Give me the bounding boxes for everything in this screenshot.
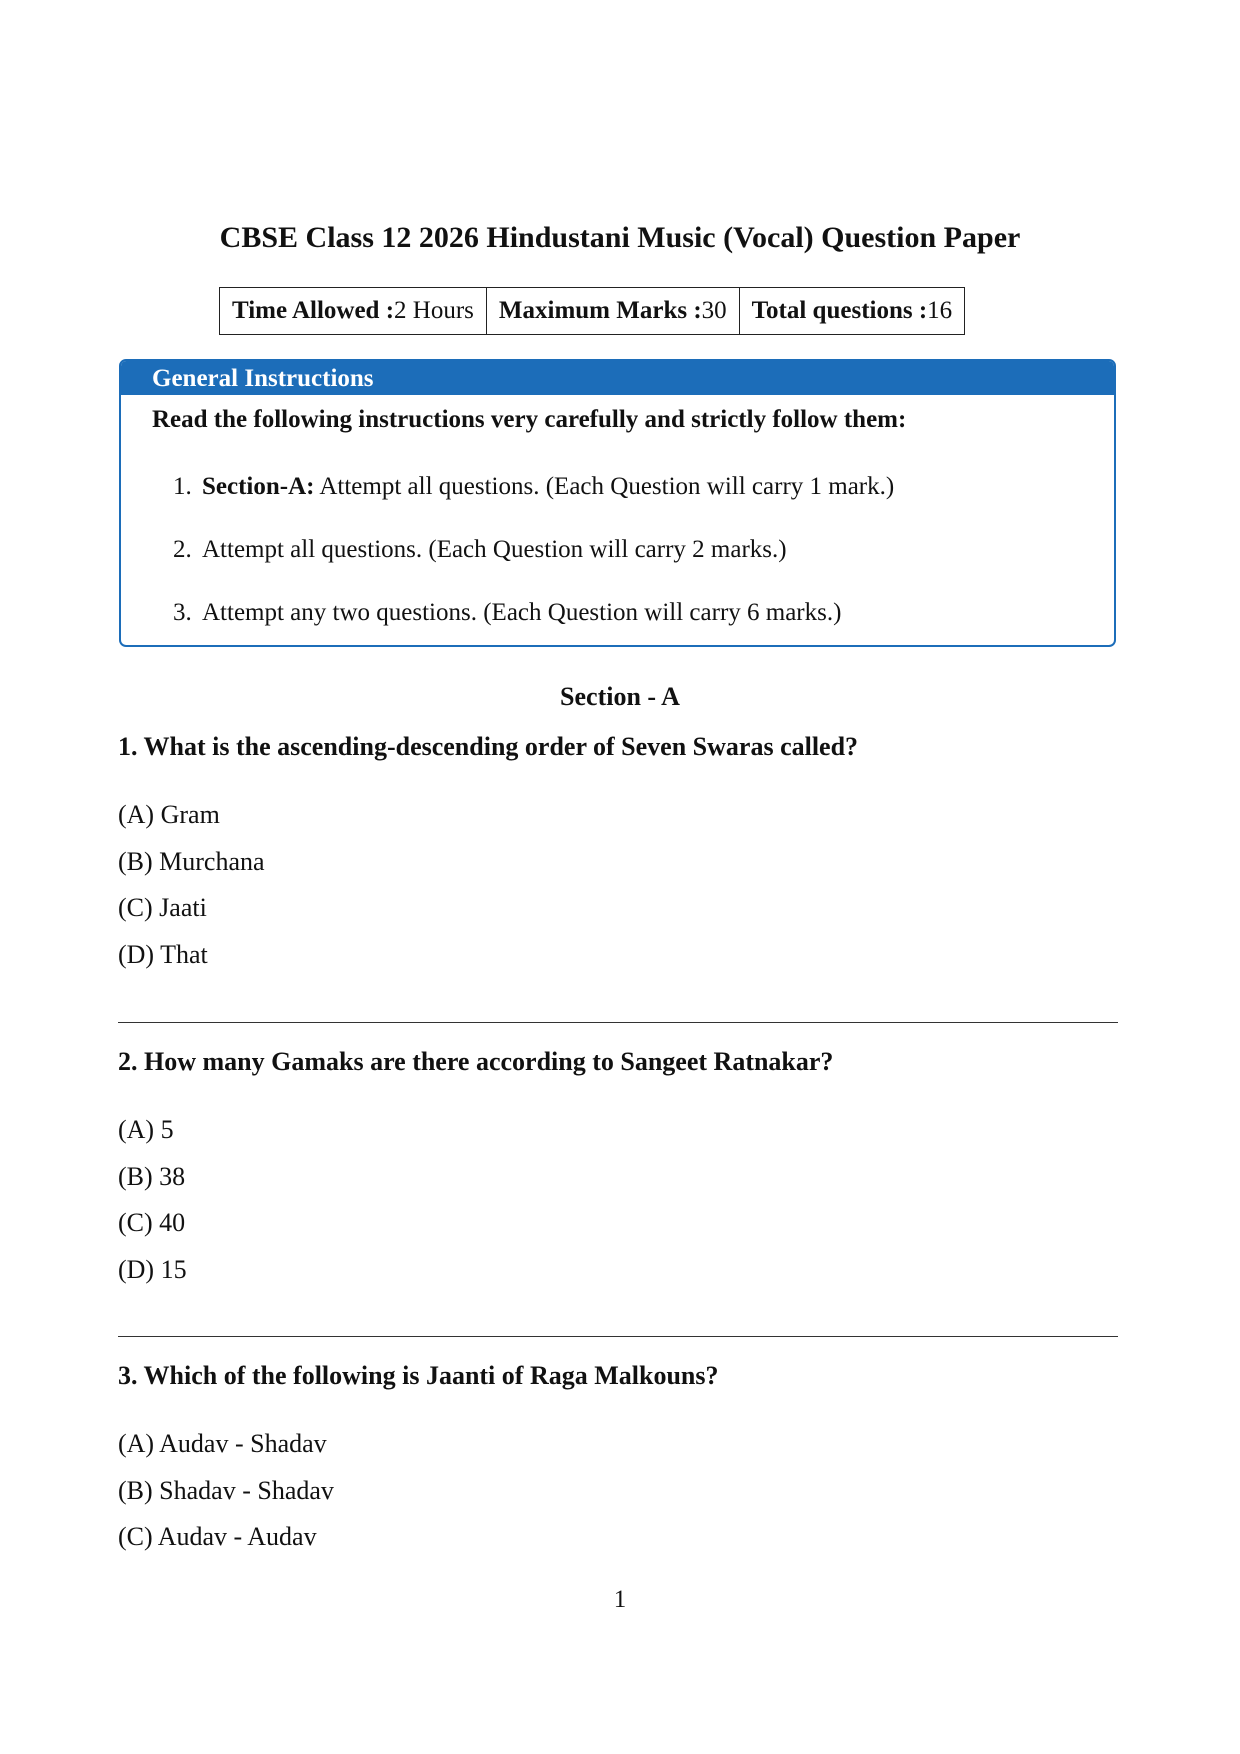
question-divider	[118, 1022, 1118, 1023]
page-title: CBSE Class 12 2026 Hindustani Music (Vocal) Question Paper	[219, 221, 1021, 254]
total-questions-label: Total questions :	[751, 297, 928, 324]
instruction-text: Attempt any two questions. (Each Question will carry 6 marks.)	[202, 599, 842, 626]
exam-meta-table	[219, 287, 965, 335]
option-a: (A) 5	[118, 1115, 174, 1144]
option-a: (A) Gram	[118, 800, 220, 829]
maximum-marks-label: Maximum Marks :	[498, 297, 702, 324]
instruction-text: Attempt all questions. (Each Question will carry 1 mark.)	[314, 473, 895, 500]
option-c: (C) Jaati	[118, 893, 207, 922]
question-divider	[118, 1336, 1118, 1337]
instruction-bold: Section-A:	[202, 473, 315, 500]
instruction-text: Attempt all questions. (Each Question will carry 2 marks.)	[202, 536, 787, 563]
instructions-lead: Read the following instructions very carefully and strictly follow them:	[152, 406, 907, 433]
time-allowed-label: Time Allowed :	[232, 297, 395, 324]
page-number: 1	[613, 1586, 627, 1613]
instruction-item	[173, 599, 894, 647]
total-questions-cell	[739, 288, 965, 335]
maximum-marks-cell	[486, 288, 739, 335]
question-text: 3. Which of the following is Jaanti of Raga Malkouns?	[118, 1361, 719, 1390]
instruction-item	[173, 473, 894, 536]
instructions-list	[173, 473, 894, 647]
question-text: 2. How many Gamaks are there according to Sangeet Ratnakar?	[118, 1047, 834, 1076]
question-3	[118, 1360, 1118, 1551]
time-allowed-cell	[220, 288, 487, 335]
options-list	[118, 1428, 334, 1568]
time-allowed-value: 2 Hours	[394, 297, 474, 324]
option-b: (B) Shadav - Shadav	[118, 1475, 334, 1505]
option-d: (D) That	[118, 939, 208, 969]
instruction-number: 1.	[173, 473, 192, 500]
option-b: (B) 38	[118, 1161, 186, 1191]
instruction-number: 2.	[173, 536, 192, 563]
option-a: (A) Audav - Shadav	[118, 1429, 327, 1458]
maximum-marks-value: 30	[701, 297, 727, 324]
option-b: (B) Murchana	[118, 846, 265, 876]
question-text: 1. What is the ascending-descending order of Seven Swaras called?	[118, 732, 859, 761]
question-1	[118, 731, 1118, 969]
instruction-number: 3.	[173, 599, 192, 626]
option-d: (D) 15	[118, 1254, 187, 1284]
options-list	[118, 1114, 187, 1300]
option-c: (C) Audav - Audav	[118, 1522, 317, 1551]
question-2	[118, 1046, 1118, 1284]
instruction-item	[173, 536, 894, 599]
options-list	[118, 799, 265, 985]
section-heading: Section - A	[560, 682, 680, 711]
total-questions-value: 16	[927, 297, 953, 324]
instructions-header: General Instructions	[121, 361, 1114, 395]
general-instructions-box	[119, 359, 1116, 647]
option-c: (C) 40	[118, 1208, 186, 1237]
